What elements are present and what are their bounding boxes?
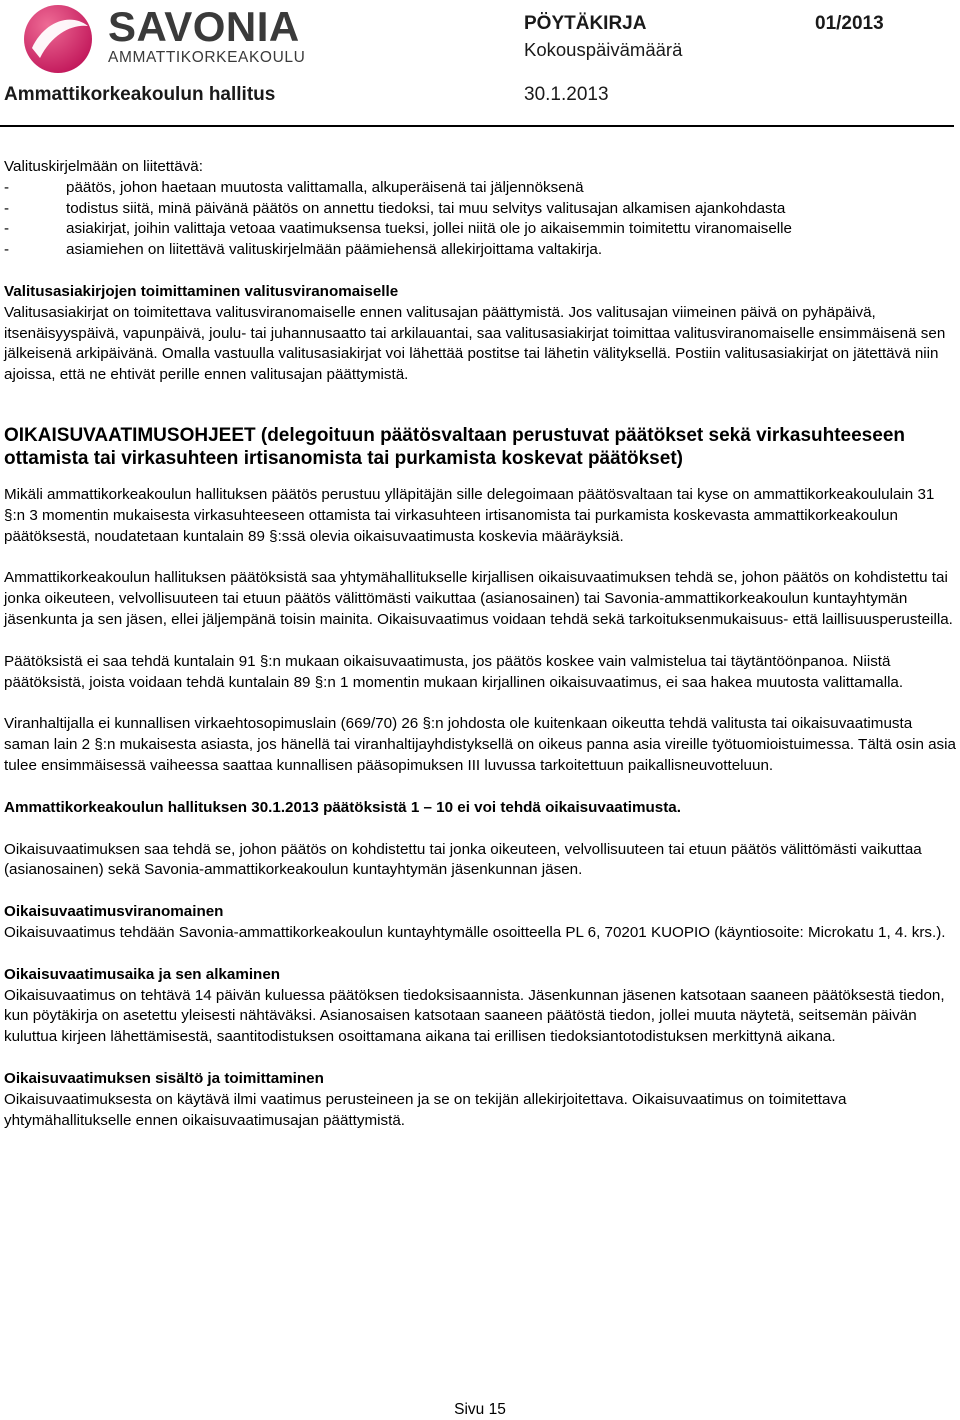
contents-text: Oikaisuvaatimuksesta on käytävä ilmi vaatimus perusteineen ja se on tekijän allekirjoitettava. Oikaisuvaatimus on toimitettava yhtymähallitukselle ennen oikaisuvaatimusajan päättymistä. [4,1090,847,1129]
contents-heading: Oikaisuvaatimuksen sisältö ja toimittaminen [4,1069,324,1087]
meeting-date: 30.1.2013 [524,84,609,105]
document-body [4,157,956,1131]
page-number: Sivu 15 [454,1401,506,1418]
period-heading: Oikaisuvaatimusaika ja sen alkaminen [4,965,281,983]
list-item: - asiamiehen on liitettävä valituskirjelmään päämiehensä allekirjoittama valtakirja. [4,241,603,259]
claim-paragraph-4: Viranhaltijalla ei kunnallisen virkaehtosopimuslain (669/70) 26 §:n johdosta ole kuitenkaan oikeutta tehdä valitusta tai oikaisuvaatimusta saman lain 2 §:n mukaisesta asiasta, jos hänellä tai viranhaltijayhdistyksellä on oikeus panna asia vireille työtuomioistuimessa. Tältä osin asia tulee ensimmäisessä vaiheessa saattaa kunnallisen pääsopimuksen III luvussa tarkoitettuun paikallisneuvotteluun. [4,715,956,774]
date-label: Kokouspäivämäärä [524,39,683,60]
savonia-logo-icon [22,4,94,74]
brand-name: SAVONIA [108,3,300,50]
brand [108,3,306,66]
org-name: Ammattikorkeakoulun hallitus [4,84,276,105]
header-divider [0,125,954,127]
attachments-list [4,178,956,261]
period-text: Oikaisuvaatimus on tehtävä 14 päivän kuluessa päätöksen tiedoksisaannista. Jäsenkunnan jäsenen katsotaan saaneen päätöksestä tiedon, kun pöytäkirja on asetettu yleisesti nähtäväksi. Asianosaisen katsotaan saaneen päätöstä tiedon, jollei muuta näytetä, seitsemän päivän kuluttua kirjeen lähettämisestä, saantitodistuksen osoittamana aikana tai erillisen tiedoksiantotodistuksen merkittynä aikana. [4,986,945,1046]
brand-subtitle: AMMATTIKORKEAKOULU [108,49,306,66]
list-item: - päätös, johon haetaan muutosta valittamalla, alkuperäisenä tai jäljennöksenä [4,178,584,196]
delivery-text: Valitusasiakirjat on toimitettava valitusviranomaiselle ennen valitusajan päättymistä. Jos valitusajan viimeinen päivä on pyhäpäivä, itsenäisyyspäivä, vapunpäivä, joulu- tai juhannusaatto tai arkilauantai, saa valitusasiakirjat toimittaa valitusviranomaiselle ensimmäisenä sen jälkeisenä arkipäivänä. Omalla vastuulla valitusasiakirjat voi lähettää postitse tai lähetin välityksellä. Postiin valitusasiakirjat on jätettävä niin ajoissa, että ne ehtivät perille ennen valitusajan päättymistä. [4,303,946,384]
authority-text: Oikaisuvaatimus tehdään Savonia-ammattikorkeakoulun kuntayhtymälle osoitteella PL 6, 70201 KUOPIO (käyntiosoite: Microkatu 1, 4. krs.). [4,923,946,941]
claim-paragraph-1: Mikäli ammattikorkeakoulun hallituksen päätös perustuu ylläpitäjän sille delegoimaan päätösvaltaan tai kyse on ammattikorkeakoululain 31 §:n 3 momentin mukaisesta virkasuhteeseen ottamista tai virkasuhteen irtisanomista tai purkamista koskevasta ammattikorkeakoulun päätöksestä, noudatetaan kuntalain 89 §:ssä olevia oikaisuvaatimusta koskevia määräyksiä. [4,485,935,545]
authority-heading: Oikaisuvaatimusviranomainen [4,903,224,921]
claim-paragraph-5: Oikaisuvaatimuksen saa tehdä se, johon päätös on kohdistettu tai jonka oikeuteen, velvollisuuteen tai etuun päätös välittömästi vaikuttaa (asianosainen) sekä Savonia-ammattikorkeakoulun kuntayhtymän jäsenkunnan jäsen. [4,840,922,879]
claim-heading: OIKAISUVAATIMUSOHJEET (delegoituun päätösvaltaan perustuvat päätökset sekä virkasuhteeseen ottamista tai virkasuhteen irtisanomista tai purkamista koskevat päätökset) [4,424,905,469]
doc-number: 01/2013 [815,13,884,34]
claim-statement: Ammattikorkeakoulun hallituksen 30.1.2013 päätöksistä 1 – 10 ei voi tehdä oikaisuvaatimusta. [4,798,681,816]
claim-paragraph-3: Päätöksistä ei saa tehdä kuntalain 91 §:n mukaan oikaisuvaatimusta, jos päätös koskee vain valmistelua tai täytäntöönpanoa. Niistä päätöksistä, joista voidaan tehdä kuntalain 89 §:n 1 momentin mukaan kirjallinen oikaisuvaatimus, ei saa hakea muutosta valittamalla. [4,652,904,691]
attachments-intro: Valituskirjelmään on liitettävä: [4,158,203,175]
delivery-heading: Valitusasiakirjojen toimittaminen valitusviranomaiselle [4,282,399,300]
doc-type: PÖYTÄKIRJA [524,13,647,34]
claim-paragraph-2: Ammattikorkeakoulun hallituksen päätöksistä saa yhtymähallitukselle kirjallisen oikaisuvaatimuksen tehdä se, johon päätös on kohdistettu tai jonka oikeuteen, velvollisuuteen tai etuun päätös välittömästi vaikuttaa (asianosainen) tai Savonia-ammattikorkeakoulun kuntayhtymän jäsenkunta ja sen jäsen, ellei jäljempänä toisin mainita. Oikaisuvaatimus voidaan tehdä sekä tarkoituksenmukaisuus- että laillisuusperusteilla. [4,569,953,628]
list-item: - todistus siitä, minä päivänä päätös on annettu tiedoksi, tai muu selvitys valitusajan alkamisen ajankohdasta [4,199,786,217]
list-item: - asiakirjat, joihin valittaja vetoaa vaatimuksensa tueksi, jollei niitä ole jo aikaisemmin toimitettu viranomaiselle [4,220,792,238]
